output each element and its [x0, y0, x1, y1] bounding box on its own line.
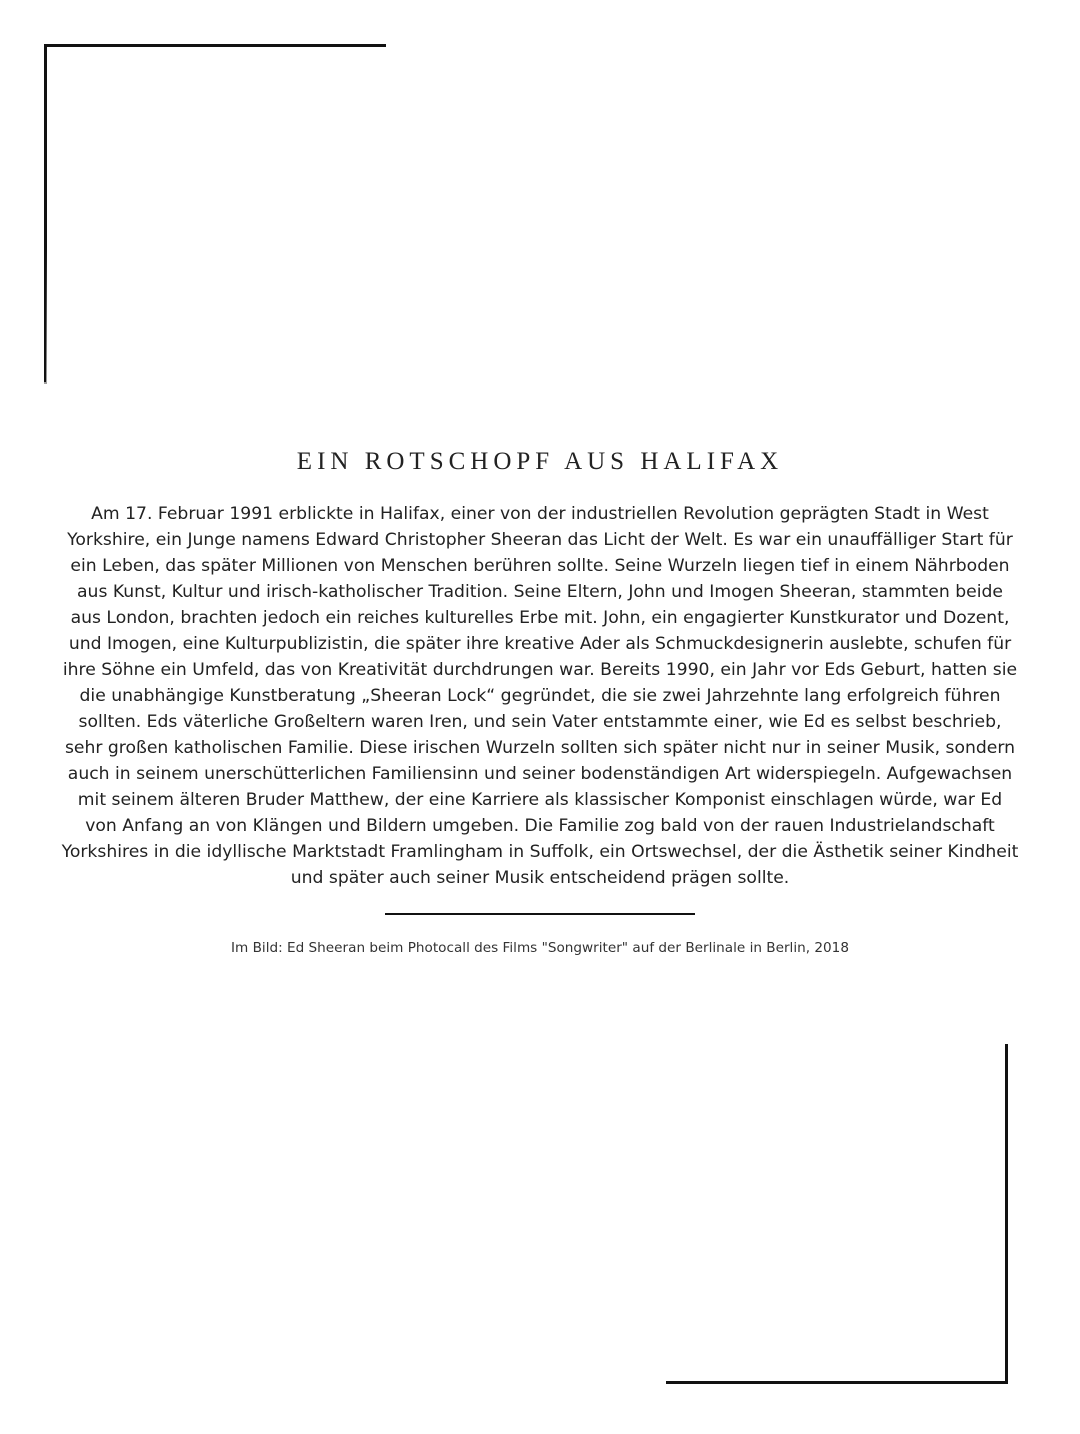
image-caption: Im Bild: Ed Sheeran beim Photocall des Films "Songwriter" auf der Berlinale in Berlin, 2018: [231, 940, 849, 956]
chapter-section: [60, 445, 1020, 958]
chapter-title: EIN ROTSCHOPF AUS HALIFAX: [296, 448, 784, 475]
chapter-body-text: Am 17. Februar 1991 erblickte in Halifax, einer von der industriellen Revolution geprägten Stadt in West Yorkshire, ein Junge namens Edward Christopher Sheeran das Licht der Welt. Es war ein unauffälliger Start für ein Leben, das später Millionen von Menschen berühren sollte. Seine Wurzeln liegen tief in einem Nährboden aus Kunst, Kultur und irisch-katholischer Tradition. Seine Eltern, John und Imogen Sheeran, stammten beide aus London, brachten jedoch ein reiches kulturelles Erbe mit. John, ein engagierter Kunstkurator und Dozent, und Imogen, eine Kulturpublizistin, die später ihre kreative Ader als Schmuckdesignerin auslebte, schufen für ihre Söhne ein Umfeld, das von Kreativität durchdrungen war. Bereits 1990, ein Jahr vor Eds Geburt, hatten sie die unabhängige Kunstberatung „Sheeran Lock“ gegründet, die sie zwei Jahrzehnte lang erfolgreich führen sollten. Eds väterliche Großeltern waren Iren, und sein Vater entstammte einer, wie Ed es selbst beschrieb, sehr großen katholischen Familie. Diese irischen Wurzeln sollten sich später nicht nur in seiner Musik, sondern auch in seinem unerschütterlichen Familiensinn und seiner bodenständigen Art widerspiegeln. Aufgewachsen mit seinem älteren Bruder Matthew, der eine Karriere als klassischer Komponist einschlagen würde, war Ed von Anfang an von Klängen und Bildern umgeben. Die Familie zog bald von der rauen Industrielandschaft Yorkshires in die idyllische Marktstadt Framlingham in Suffolk, ein Ortswechsel, der die Ästhetik seiner Kindheit und später auch seiner Musik entscheidend prägen sollte.: [61, 504, 1019, 888]
divider-line: [385, 913, 695, 915]
decorative-frame-bottom-right: [666, 1044, 1008, 1384]
decorative-frame-top-left: [44, 44, 386, 382]
